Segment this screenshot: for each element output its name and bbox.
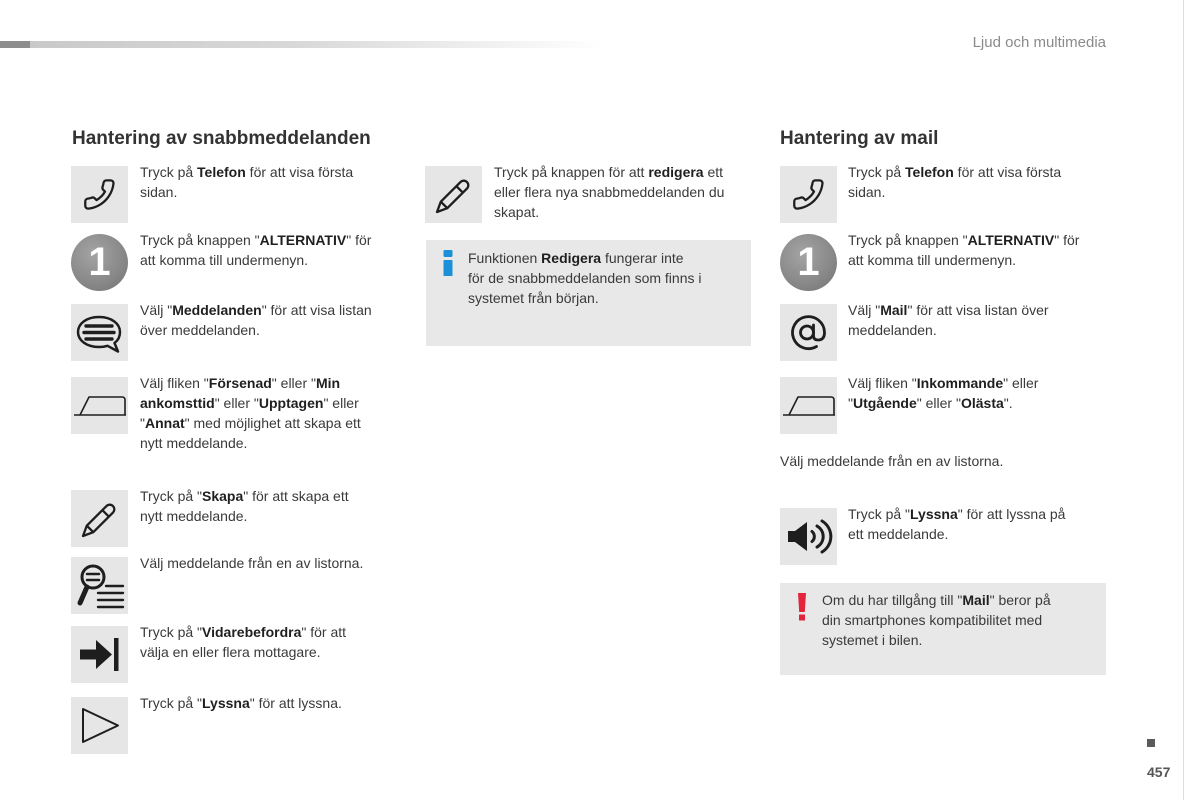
text-segment: Välj meddelande från en av listorna. xyxy=(140,555,364,571)
text-segment: Tryck på knappen för att xyxy=(494,164,649,180)
instruction-text xyxy=(848,504,1065,544)
instruction-step xyxy=(71,162,401,222)
text-segment: " eller xyxy=(1003,375,1039,391)
text-segment: " eller " xyxy=(271,375,316,391)
list-search-icon xyxy=(71,557,128,614)
warning-icon xyxy=(797,593,807,621)
text-line xyxy=(140,693,342,713)
text-segment: Tryck på " xyxy=(140,488,203,504)
speaker-icon-box xyxy=(780,508,837,565)
instruction-text xyxy=(140,300,372,340)
bold-term: Upptagen xyxy=(258,395,324,411)
instruction-text xyxy=(494,162,724,222)
bold-term: Lyssna xyxy=(910,506,958,522)
instruction-step xyxy=(71,373,401,451)
text-line xyxy=(140,373,361,393)
text-line xyxy=(848,230,1079,250)
instruction-text xyxy=(140,693,342,713)
text-segment: Funktionen xyxy=(468,250,542,266)
text-segment: Tryck på knappen " xyxy=(848,232,968,248)
text-segment: Tryck på " xyxy=(140,624,203,640)
text-segment: " eller " xyxy=(214,395,259,411)
messages-icon xyxy=(71,304,128,361)
text-segment: " för xyxy=(1054,232,1080,248)
bold-term: Telefon xyxy=(905,164,954,180)
text-segment: välja en eller flera mottagare. xyxy=(140,644,321,660)
instruction-step xyxy=(71,300,401,360)
bold-term: Vidarebefordra xyxy=(202,624,302,640)
instruction-text xyxy=(848,300,1049,340)
text-line xyxy=(140,413,361,433)
info-icon xyxy=(443,250,453,276)
text-line xyxy=(140,230,371,250)
text-segment: nytt meddelande. xyxy=(140,435,248,451)
instruction-step xyxy=(780,230,1110,290)
text-segment: " eller xyxy=(323,395,359,411)
step-number: 1 xyxy=(88,240,111,284)
pencil-icon xyxy=(425,166,482,223)
instruction-step xyxy=(71,486,401,546)
text-segment: Tryck på " xyxy=(140,695,203,711)
tab-icon-box xyxy=(71,377,128,434)
section-heading: Hantering av snabbmeddelanden xyxy=(72,128,371,149)
plain-instruction-text xyxy=(780,451,1003,471)
at-sign-icon xyxy=(780,304,837,361)
text-segment: Tryck på xyxy=(140,164,198,180)
text-segment: " för att xyxy=(301,624,347,640)
speaker-icon xyxy=(780,508,837,565)
tab-icon xyxy=(71,377,128,434)
text-segment: fungerar inte xyxy=(601,250,684,266)
text-segment: meddelanden. xyxy=(848,322,937,338)
bold-term: Inkommande xyxy=(916,375,1004,391)
phone-icon-box xyxy=(71,166,128,223)
text-segment: Välj " xyxy=(848,302,881,318)
text-segment: Tryck på " xyxy=(848,506,911,522)
instruction-step xyxy=(780,504,1110,564)
instruction-text xyxy=(140,162,353,202)
forward-icon xyxy=(71,626,128,683)
section-heading: Hantering av mail xyxy=(780,128,939,149)
text-line xyxy=(848,504,1065,524)
text-line xyxy=(140,320,372,340)
text-line xyxy=(468,248,701,268)
bold-term: Skapa xyxy=(202,488,244,504)
step-number: 1 xyxy=(797,240,820,284)
instruction-text xyxy=(140,622,346,662)
bold-term: Mail xyxy=(962,592,990,608)
text-segment: Välj fliken " xyxy=(140,375,209,391)
bold-term: Min xyxy=(315,375,341,391)
bold-term: ALTERNATIV xyxy=(259,232,347,248)
at-sign-icon-box xyxy=(780,304,837,361)
text-line xyxy=(822,590,1051,610)
text-line xyxy=(140,250,371,270)
text-segment: din smartphones kompatibilitet med xyxy=(822,612,1043,628)
bold-term: ankomsttid xyxy=(140,395,215,411)
text-segment: Tryck på xyxy=(848,164,906,180)
text-line xyxy=(140,182,353,202)
bold-term: Försenad xyxy=(208,375,272,391)
bold-term: Mail xyxy=(880,302,908,318)
warning-note xyxy=(780,583,1106,675)
text-segment: ett xyxy=(703,164,724,180)
tab-icon-box xyxy=(780,377,837,434)
text-line xyxy=(140,300,372,320)
info-note-text xyxy=(468,248,701,308)
instruction-step xyxy=(71,553,401,613)
forward-icon-box xyxy=(71,626,128,683)
text-line xyxy=(140,642,346,662)
instruction-step xyxy=(425,162,755,222)
bold-term: Redigera xyxy=(541,250,602,266)
instruction-step xyxy=(71,230,401,290)
play-icon-box xyxy=(71,697,128,754)
text-segment: sidan. xyxy=(140,184,178,200)
text-segment: Välj meddelande från en av listorna. xyxy=(780,453,1004,469)
bold-term: ALTERNATIV xyxy=(967,232,1055,248)
text-line xyxy=(848,250,1079,270)
tab-icon xyxy=(780,377,837,434)
text-segment: systemet i bilen. xyxy=(822,632,923,648)
text-segment: " för xyxy=(346,232,372,248)
play-icon xyxy=(71,697,128,754)
instruction-text xyxy=(848,230,1079,270)
text-line xyxy=(140,393,361,413)
text-line xyxy=(848,393,1038,413)
bold-term: Olästa xyxy=(960,395,1004,411)
text-line xyxy=(848,320,1049,340)
instruction-step xyxy=(780,373,1110,433)
text-segment: att komma till undermenyn. xyxy=(140,252,309,268)
instruction-text xyxy=(848,373,1038,413)
instruction-step xyxy=(71,693,401,753)
text-line xyxy=(140,162,353,182)
text-segment: " för att skapa ett xyxy=(243,488,349,504)
step-number-badge xyxy=(71,234,128,291)
pencil-icon xyxy=(71,490,128,547)
text-segment: nytt meddelande. xyxy=(140,508,248,524)
instruction-text xyxy=(140,373,361,453)
phone-icon-box xyxy=(780,166,837,223)
bold-term: Telefon xyxy=(197,164,246,180)
info-note xyxy=(426,240,751,346)
text-segment: för att visa första xyxy=(245,164,354,180)
instruction-step xyxy=(780,300,1110,360)
text-segment: " beror på xyxy=(989,592,1051,608)
text-segment: Välj " xyxy=(140,302,173,318)
text-segment: ett meddelande. xyxy=(848,526,949,542)
text-line xyxy=(468,288,701,308)
text-segment: Tryck på knappen " xyxy=(140,232,260,248)
text-line xyxy=(468,268,701,288)
text-segment: ". xyxy=(1003,395,1013,411)
step-number-badge xyxy=(780,234,837,291)
instruction-text xyxy=(140,486,349,526)
text-segment: över meddelanden. xyxy=(140,322,260,338)
bold-term: redigera xyxy=(648,164,704,180)
text-segment: sidan. xyxy=(848,184,886,200)
warning-note-text xyxy=(822,590,1051,650)
page-marker-square xyxy=(1147,739,1155,747)
text-segment: " xyxy=(140,415,145,431)
text-line xyxy=(822,610,1051,630)
text-segment: " för att visa listan över xyxy=(907,302,1049,318)
instruction-text xyxy=(140,230,371,270)
text-line xyxy=(494,182,724,202)
page-edge-rule xyxy=(1183,0,1184,800)
text-segment: " xyxy=(848,395,853,411)
text-segment: " för att lyssna på xyxy=(957,506,1066,522)
text-segment: skapat. xyxy=(494,204,540,220)
list-search-icon-box xyxy=(71,557,128,614)
text-segment: att komma till undermenyn. xyxy=(848,252,1017,268)
text-line xyxy=(780,451,1003,471)
text-segment: eller flera nya snabbmeddelanden du xyxy=(494,184,725,200)
instruction-text xyxy=(848,162,1061,202)
page-number: 457 xyxy=(1147,764,1171,780)
text-line xyxy=(140,622,346,642)
bold-term: Lyssna xyxy=(202,695,250,711)
text-segment: för att visa första xyxy=(953,164,1062,180)
text-line xyxy=(822,630,1051,650)
text-segment: Om du har tillgång till " xyxy=(822,592,963,608)
text-line xyxy=(848,373,1038,393)
text-line xyxy=(494,162,724,182)
bold-term: Utgående xyxy=(852,395,917,411)
phone-icon xyxy=(71,166,128,223)
messages-icon-box xyxy=(71,304,128,361)
instruction-step xyxy=(71,622,401,682)
text-line xyxy=(494,202,724,222)
instruction-step xyxy=(780,162,1110,222)
text-segment: " eller " xyxy=(916,395,961,411)
text-segment: " med möjlighet att skapa ett xyxy=(184,415,361,431)
top-decorative-bar xyxy=(0,41,605,48)
phone-icon xyxy=(780,166,837,223)
text-line xyxy=(848,182,1061,202)
bold-term: Annat xyxy=(144,415,185,431)
bold-term: Meddelanden xyxy=(172,302,262,318)
text-line xyxy=(140,553,363,573)
text-segment: systemet från början. xyxy=(468,290,599,306)
text-line xyxy=(140,506,349,526)
pencil-icon-box xyxy=(71,490,128,547)
instruction-text xyxy=(140,553,363,573)
text-line xyxy=(848,300,1049,320)
text-segment: " för att lyssna. xyxy=(249,695,342,711)
chapter-title: Ljud och multimedia xyxy=(972,34,1106,51)
text-line xyxy=(140,433,361,453)
text-segment: för de snabbmeddelanden som finns i xyxy=(468,270,702,286)
text-line xyxy=(140,486,349,506)
text-line xyxy=(848,524,1065,544)
text-line xyxy=(848,162,1061,182)
text-segment: " för att visa listan xyxy=(261,302,372,318)
text-segment: Välj fliken " xyxy=(848,375,917,391)
pencil-icon-box xyxy=(425,166,482,223)
